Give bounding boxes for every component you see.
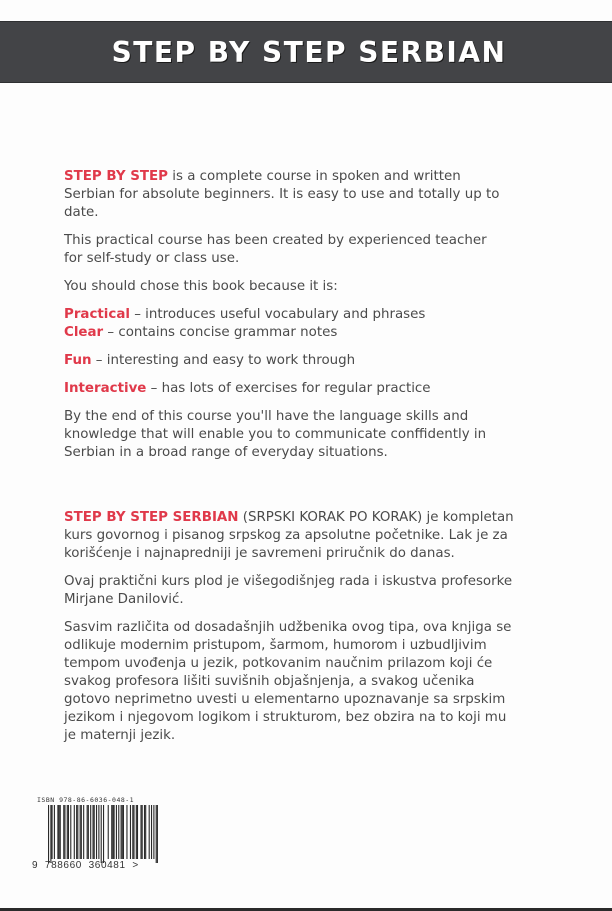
intro-text: is a complete course in spoken and written Serbian for absolute beginners. It is easy to use and totally up to date. <box>64 169 500 220</box>
book-series-title: STEP BY STEP SERBIAN <box>111 35 507 69</box>
barcode-bar <box>130 805 131 859</box>
barcode-bar <box>76 805 77 859</box>
english-intro-paragraph <box>64 168 504 222</box>
barcode-bar <box>121 805 122 859</box>
barcode-bar <box>67 805 68 859</box>
serbian-paragraph-2: Ovaj praktični kurs plod je višegodišnjeg rada i iskustva profesorke Mirjane Danilović. <box>64 574 513 607</box>
barcode-bar <box>77 805 78 859</box>
serbian-description <box>64 509 514 755</box>
barcode-bar <box>144 805 145 859</box>
barcode-bar <box>140 805 141 859</box>
serbian-paragraph-3: Sasvim različita od dosadašnjih udžbenika ovog tipa, ova knjiga se odlikuje modernim pristupom, šarmom, humorom i uzbudljivim tempom uvođenja u jezik, potkovanim naučnim prilazom koji će svakog profesora lišiti suvišnih objašnjenja, a svakog učenika gotovo neprimetno uvesti u elementarno upoznavanje sa srpskim jezikom i njegovom logikom i strukturom, bez obzira na to koji mu je maternji jezik. <box>64 620 512 743</box>
barcode-bars <box>48 805 158 863</box>
barcode-bar <box>63 805 64 859</box>
barcode-bar <box>50 805 51 863</box>
barcode-bar <box>156 805 157 863</box>
english-paragraph-3: You should chose this book because it is: <box>64 279 338 294</box>
barcode-bar <box>74 805 75 859</box>
barcode-bar <box>48 805 49 863</box>
feature-label: Practical <box>64 307 130 322</box>
series-name-highlight: STEP BY STEP <box>64 169 168 184</box>
barcode-bar <box>83 805 84 859</box>
barcode-bar <box>116 805 117 859</box>
feature-item <box>64 352 504 370</box>
feature-text: – has lots of exercises for regular practice <box>146 381 431 396</box>
title-banner <box>0 21 612 83</box>
barcode-bar <box>123 805 124 859</box>
barcode-bar <box>114 805 115 859</box>
barcode-bar <box>98 805 99 859</box>
barcode-bar <box>132 805 133 859</box>
barcode-bar <box>52 805 53 859</box>
barcode-bar <box>133 805 134 859</box>
barcode-bar <box>103 805 104 863</box>
barcode-bar <box>149 805 150 859</box>
feature-label: Fun <box>64 353 92 368</box>
barcode-bar <box>90 805 91 859</box>
barcode-bar <box>68 805 69 859</box>
barcode-bar <box>157 805 158 863</box>
isbn-label: ISBN 978-86-6036-048-1 <box>37 796 135 804</box>
barcode-bar <box>87 805 88 859</box>
english-description <box>64 168 504 472</box>
barcode-bar <box>153 805 154 859</box>
barcode-bar <box>136 805 137 859</box>
barcode-digits: 9 788660 360481 > <box>32 860 139 871</box>
serbian-intro-paragraph <box>64 509 514 563</box>
barcode-bar <box>64 805 65 859</box>
barcode-bar <box>118 805 119 859</box>
intro-text: (SRPSKI KORAK PO KORAK) je kompletan kurs govornog i pisanog srpskog za apsolutne početnike. Lak je za korišćenje i najnapredniji je savremeni priručnik do danas. <box>64 510 514 561</box>
barcode-bar <box>126 805 127 859</box>
barcode-bar <box>60 805 61 859</box>
barcode-bar <box>94 805 95 859</box>
barcode-bar <box>96 805 97 859</box>
english-closing-paragraph: By the end of this course you'll have the language skills and knowledge that will enable you to communicate conffidently in Serbian in a broad range of everyday situations. <box>64 409 487 460</box>
series-name-highlight: STEP BY STEP SERBIAN <box>64 510 239 525</box>
barcode-bar <box>142 805 143 859</box>
feature-text: – contains concise grammar notes <box>103 325 338 340</box>
barcode-bar <box>151 805 152 859</box>
feature-item <box>64 324 504 342</box>
barcode-bar <box>112 805 113 859</box>
barcode-bar <box>81 805 82 859</box>
feature-text: – interesting and easy to work through <box>91 353 356 368</box>
barcode-bar <box>101 805 102 863</box>
barcode-bar <box>137 805 138 859</box>
barcode-bar <box>145 805 146 859</box>
barcode-bar <box>88 805 89 859</box>
barcode-bar <box>92 805 93 859</box>
feature-item <box>64 306 504 324</box>
feature-label: Interactive <box>64 381 147 396</box>
barcode-bar <box>57 805 58 859</box>
feature-label: Clear <box>64 325 104 340</box>
barcode-bar <box>54 805 55 859</box>
feature-text: – introduces useful vocabulary and phrases <box>129 307 426 322</box>
barcode-bar <box>59 805 60 859</box>
barcode-bar <box>108 805 109 859</box>
barcode-bar <box>80 805 81 859</box>
barcode-bar <box>111 805 112 859</box>
barcode-block <box>30 796 180 872</box>
feature-item <box>64 380 504 398</box>
barcode-bar <box>122 805 123 859</box>
barcode-bar <box>70 805 71 859</box>
english-paragraph-2: This practical course has been created by experienced teacher for self-study or class use. <box>64 233 487 266</box>
